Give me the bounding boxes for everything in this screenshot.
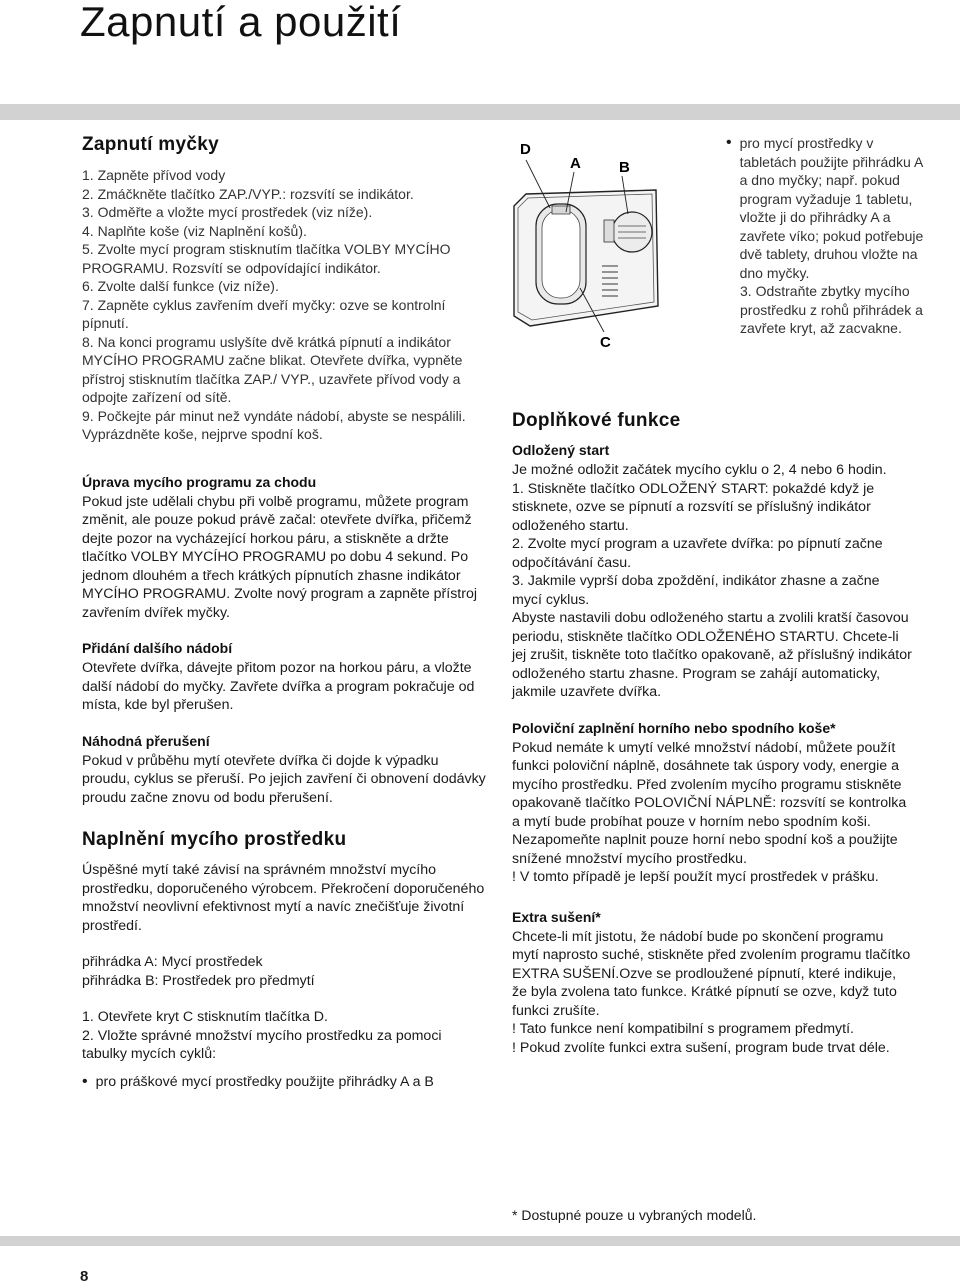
label-c: C xyxy=(600,334,611,351)
polovicni-section xyxy=(512,720,912,887)
polovicni-text: Pokud nemáte k umytí velké množství nádobí, můžete použít funkci poloviční náplně, dosáhnete tak úspory vody, energie a mycího prostředku. Před zvolením mycího programu stiskněte opakovaně tlačítko POLOVIČNÍ NÁPLNĚ: rozsvítí se kontrolka a mytí bude probíhat pouze v horním nebo spodním koši. Nezapomeňte naplnit pouze horní nebo spodní koš a použijte snížené množství mycího prostředku. ! V tomto případě je lepší použít mycí prostředek v prášku. xyxy=(512,739,907,885)
footer-divider xyxy=(0,1236,960,1246)
doplnkove-heading: Doplňkové funkce xyxy=(512,410,681,431)
step-item: 7. Zapněte cyklus zavřením dveří myčky: ozve se kontrolní pípnutí. xyxy=(82,296,446,331)
step-item: 9. Počkejte pár minut než vyndáte nádobí, abyste se nespálili. Vyprázdněte koše, nejprve spodní koš. xyxy=(82,407,466,442)
odlozeny-heading: Odložený start xyxy=(512,442,610,458)
extra-heading: Extra sušení* xyxy=(512,908,601,925)
header-divider xyxy=(0,104,960,120)
naplneni-section xyxy=(82,829,487,1091)
step-item: 4. Naplňte koše (viz Naplnění košů). xyxy=(82,222,307,239)
polovicni-heading: Poloviční zaplnění horního nebo spodního koše* xyxy=(512,719,836,736)
naplneni-step1: 1. Otevřete kryt C stisknutím tlačítka D. xyxy=(82,1009,328,1025)
odlozeny-text: Je možné odložit začátek mycího cyklu o 2, 4 nebo 6 hodin. 1. Stiskněte tlačítko ODLOŽENÝ START: pokaždé když je stisknete, ozve se pípnutí a rozsvítí se příslušný indikátor odloženého startu. 2. Zvolte mycí program a uzavřete dvířka: po pípnutí začne odpočítávání času. 3. Jakmile vyprší doba zpoždění, indikátor zhasne a začne mycí cyklus. Abyste nastavili dobu odloženého startu a zvolili kratší časovou periodu, stiskněte tlačítko ODLOŽENÉHO STARTU. Chcete-li jej zrušit, tiskněte toto tlačítko opakovaně, až příslušný indikátor odloženého startu zhasne. Program se zahájí automaticky, jakmile uzavřete dvířka. xyxy=(512,462,912,700)
naplneni-step3: 3. Odstraňte zbytky mycího prostředku z rohů přihrádek a zavřete kryt, až zacvakne. xyxy=(740,283,923,336)
pridani-heading: Přidání dalšího nádobí xyxy=(82,640,233,656)
steps-list xyxy=(82,166,487,444)
uprava-heading: Úprava mycího programu za chodu xyxy=(82,473,317,490)
naplneni-bullet1: pro práškové mycí prostředky použijte přihrádky A a B xyxy=(95,1073,434,1090)
left-column xyxy=(82,134,487,1091)
step-item: 2. Zmáčkněte tlačítko ZAP./VYP.: rozsvítí se indikátor. xyxy=(82,185,414,202)
naplneni-bullet2: pro mycí prostředky v tabletách použijte přihrádku A a dno myčky; např. pokud program vyžaduje 1 tabletu, vložte ji do přihrádky A a zavřete víko; pokud potřebuje dvě tablety, druhou vložte na dno myčky. xyxy=(739,135,924,281)
bullet-dot: • xyxy=(726,134,732,151)
right-column xyxy=(512,410,912,1057)
pridani-text: Otevřete dvířka, dávejte přitom pozor na horkou páru, a vložte další nádobí do myčky. Zavřete dvířka a program pokračuje od místa, kde byl přerušen. xyxy=(82,660,475,713)
step-item: 5. Zvolte mycí program stisknutím tlačítka VOLBY MYCÍHO PROGRAMU. Rozsvítí se odpovídající indikátor. xyxy=(82,241,451,276)
extra-section xyxy=(512,909,912,1058)
tablet-instructions xyxy=(726,134,926,338)
detergent-dispenser-diagram xyxy=(506,136,666,356)
bullet-row xyxy=(82,1073,487,1092)
pridani-section xyxy=(82,640,487,715)
compartment-b: přihrádka B: Prostředek pro předmytí xyxy=(82,972,315,989)
uprava-section xyxy=(82,474,487,623)
compartment-a: přihrádka A: Mycí prostředek xyxy=(82,954,263,970)
nahodna-section xyxy=(82,733,487,808)
page-number: 8 xyxy=(80,1268,89,1285)
step-item: 3. Odměřte a vložte mycí prostředek (viz níže). xyxy=(82,204,373,220)
step-item: 1. Zapněte přívod vody xyxy=(82,167,226,183)
bullet-row xyxy=(726,134,926,282)
bullet-dot: • xyxy=(82,1072,88,1090)
section-heading-zapnuti: Zapnutí myčky xyxy=(82,134,219,155)
odlozeny-section xyxy=(512,442,912,702)
uprava-text: Pokud jste udělali chybu při volbě programu, můžete program změnit, ale pouze pokud právě začal: otevřete dvířka, přičemž dejte pozor na vycházející horkou páru, a stiskněte a držte tlačítko VOLBY MYCÍHO PROGRAMU po dobu 4 sekund. Po jednom dlouhém a třech krátkých pípnutích zhasne indikátor MYCÍHO PROGRAMU. Zvolte nový program a zapněte přístroj zavřením dvířek myčky. xyxy=(82,493,478,621)
nahodna-heading: Náhodná přerušení xyxy=(82,732,210,749)
step-item: 8. Na konci programu uslyšíte dvě krátká pípnutí a indikátor MYCÍHO PROGRAMU začne blikat. Otevřete dvířka, vypněte přístroj stisknutím tlačítka ZAP./ VYP., uzavřete přívod vody a odpojte zařízení od sítě. xyxy=(82,333,463,405)
extra-text: Chcete-li mít jistotu, že nádobí bude po skončení programu mytí naprosto suché, stiskněte před zvolením programu tlačítko EXTRA SUŠENÍ.Ozve se prodloužené pípnutí, které indikuje, že byla zvolena tato funkce. Krátké pípnutí se ozve, když tuto funkci zrušíte. ! Tato funkce není kompatibilní s programem předmytí. ! Pokud zvolíte funkci extra sušení, program bude trvat déle. xyxy=(512,928,911,1056)
nahodna-text: Pokud v průběhu mytí otevřete dvířka či dojde k výpadku proudu, cyklus se přeruší. Po jejich zavření či obnovení dodávky proudu začne znovu od bodu přerušení. xyxy=(82,752,486,806)
footnote: * Dostupné pouze u vybraných modelů. xyxy=(512,1207,757,1223)
naplneni-text: Úspěšné mytí také závisí na správném množství mycího prostředku, doporučeného výrobcem. Překročení doporučeného množství neovlivní efektivnost mytí a navíc znečišťuje životní prostředí. xyxy=(82,862,485,934)
label-d: D xyxy=(520,141,531,158)
step-item: 6. Zvolte další funkce (viz níže). xyxy=(82,278,279,294)
naplneni-step2: 2. Vložte správné množství mycího prostředku za pomoci tabulky mycích cyklů: xyxy=(82,1027,442,1062)
page-title: Zapnutí a použití xyxy=(80,0,402,45)
naplneni-heading: Naplnění mycího prostředku xyxy=(82,829,347,850)
label-b: B xyxy=(619,159,630,176)
label-a: A xyxy=(570,155,581,172)
